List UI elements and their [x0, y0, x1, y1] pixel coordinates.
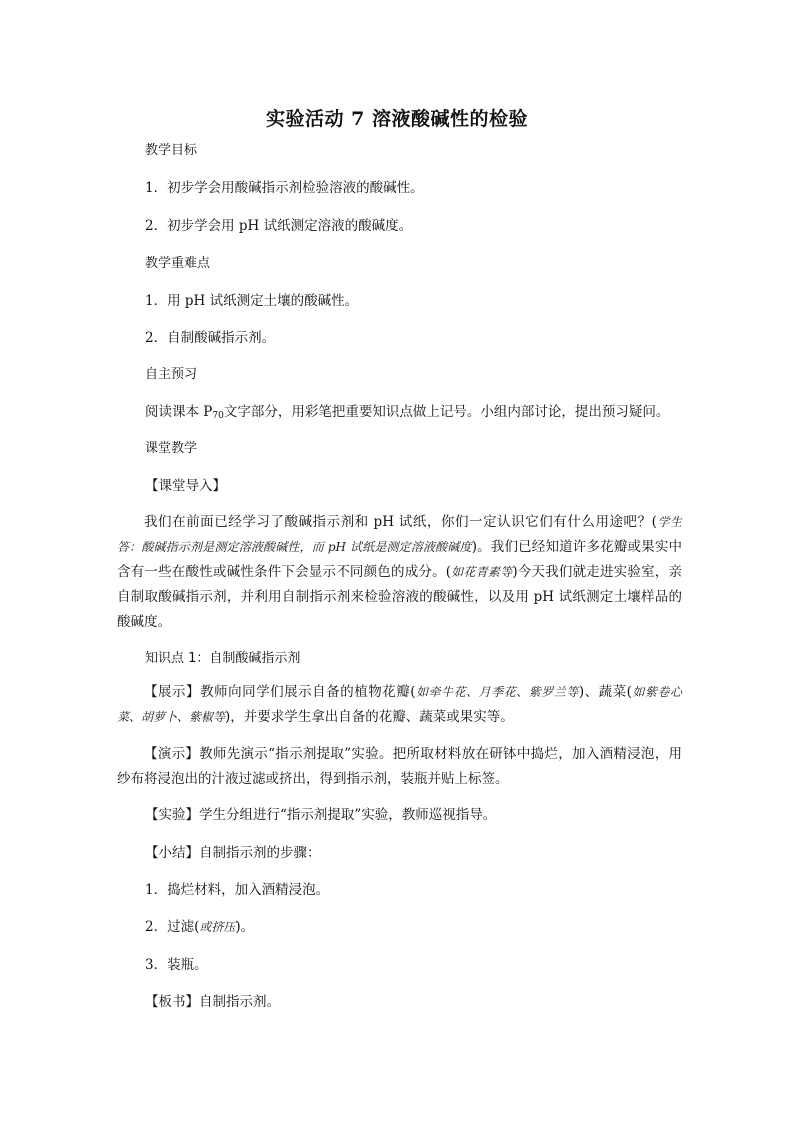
classroom-heading: 课堂教学	[145, 441, 198, 456]
step-item-3: 3．装瓶。	[145, 957, 208, 973]
goal-item-1: 1．初步学会用酸碱指示剂检验溶液的酸碱性。	[145, 180, 424, 196]
summary-line: 【小结】自制指示剂的步骤：	[145, 845, 321, 861]
board-line: 【板书】自制指示剂。	[145, 994, 280, 1010]
demo-paragraph: 【演示】教师先演示“指示剂提取”实验。把所取材料放在研钵中捣烂，加入酒精浸泡，用纱布将浸泡出的汁液过滤或挤出，得到指示剂，装瓶并贴上标签。	[117, 746, 682, 787]
show-paragraph: 【展示】教师向同学们展示自备的植物花瓣(如牵牛花、月季花、紫罗兰等)、蔬菜(如紫卷心菜、胡萝卜、紫椒等)，并要求学生拿出自备的花瓣、蔬菜或果实等。	[117, 684, 682, 725]
key-point-item-2: 2．自制酸碱指示剂。	[145, 330, 276, 346]
self-study-text: 阅读课本 $P_{70}$文字部分，用彩笔把重要知识点做上记号。小组内部讨论，提出预习疑问。	[145, 404, 670, 421]
experiment-line: 【实验】学生分组进行“指示剂提取”实验，教师巡视指导。	[145, 807, 497, 823]
step-item-1: 1．捣烂材料，加入酒精浸泡。	[145, 882, 330, 898]
teaching-goals-heading: 教学目标	[145, 143, 198, 158]
knowledge-point-1-heading: 知识点 1：自制酸碱指示剂	[145, 651, 301, 666]
page-title: 实验活动 7 溶液酸碱性的检验	[266, 108, 528, 130]
goal-item-2: 2．初步学会用 pH 试纸测定溶液的酸碱度。	[145, 218, 413, 234]
key-points-heading: 教学重难点	[145, 256, 211, 271]
step-item-2: 2．过滤(或挤压)。	[145, 919, 255, 935]
intro-paragraph: 我们在前面已经学习了酸碱指示剂和 pH 试纸，你们一定认识它们有什么用途吧？(学生答：酸碱指示剂是测定溶液酸碱性，而 pH 试纸是测定溶液酸碱度)。我们已经知道许多花瓣或果实中含有一些在酸性或碱性条件下会显示不同颜色的成分。(如花青素等)今天我们就走进实验室，亲自制取酸碱指示剂，并利用自制指示剂来检验溶液的酸碱性，以及用 pH 试纸测定土壤样品的酸碱度。	[117, 514, 682, 630]
self-study-heading: 自主预习	[145, 367, 198, 382]
intro-label: 【课堂导入】	[145, 478, 226, 494]
key-point-item-1: 1．用 pH 试纸测定土壤的酸碱性。	[145, 293, 359, 309]
